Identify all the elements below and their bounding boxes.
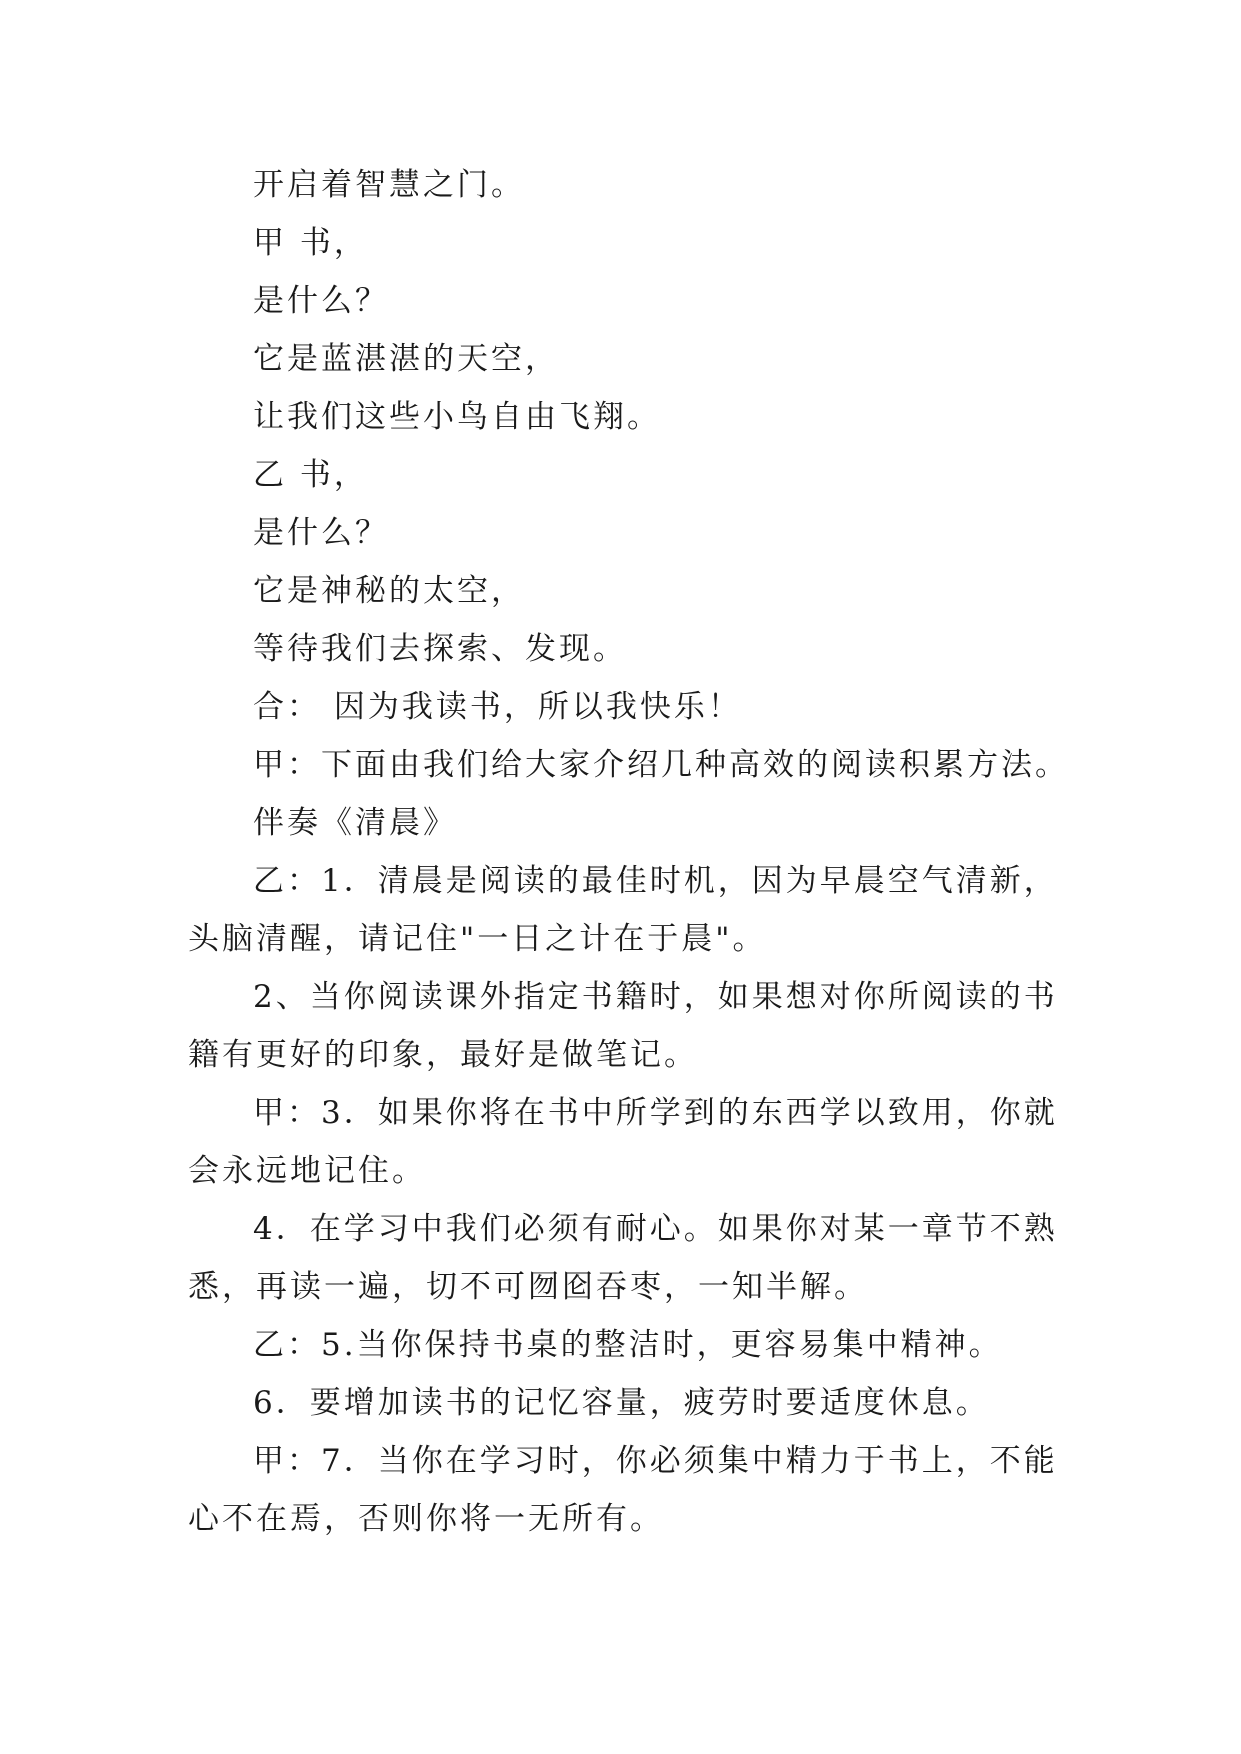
text-line: 让我们这些小鸟自由飞翔。	[253, 399, 661, 435]
text-line: 伴奏《清晨》	[253, 805, 457, 841]
text-line: 开启着智慧之门。	[253, 167, 525, 203]
text-line: 乙：5.当你保持书桌的整洁时，更容易集中精神。	[253, 1327, 1003, 1363]
text-line: 它是蓝湛湛的天空，	[253, 341, 559, 377]
text-line: 4．在学习中我们必须有耐心。如果你对某一章节不熟	[253, 1211, 1058, 1247]
text-line: 会永远地记住。	[188, 1153, 426, 1189]
text-line: 合： 因为我读书，所以我快乐！	[253, 689, 742, 725]
text-line: 它是神秘的太空，	[253, 573, 525, 609]
text-line: 籍有更好的印象，最好是做笔记。	[188, 1037, 698, 1073]
text-line: 甲：3．如果你将在书中所学到的东西学以致用，你就	[253, 1095, 1058, 1131]
text-line: 甲 书，	[253, 225, 368, 261]
text-line: 甲：下面由我们给大家介绍几种高效的阅读积累方法。	[253, 747, 1069, 783]
text-line: 甲：7．当你在学习时，你必须集中精力于书上，不能	[253, 1443, 1058, 1479]
text-line: 头脑清醒，请记住"一日之计在于晨"。	[188, 921, 767, 957]
text-line: 6．要增加读书的记忆容量，疲劳时要适度休息。	[253, 1385, 990, 1421]
text-line: 2、当你阅读课外指定书籍时，如果想对你所阅读的书	[253, 979, 1058, 1015]
text-line: 是什么？	[253, 283, 389, 319]
text-line: 悉，再读一遍，切不可囫囵吞枣，一知半解。	[188, 1269, 868, 1305]
text-line: 心不在焉，否则你将一无所有。	[188, 1501, 664, 1537]
text-line: 等待我们去探索、发现。	[253, 631, 627, 667]
text-line: 乙：1．清晨是阅读的最佳时机，因为早晨空气清新，	[253, 863, 1058, 899]
text-line: 乙 书，	[253, 457, 368, 493]
text-line: 是什么？	[253, 515, 389, 551]
